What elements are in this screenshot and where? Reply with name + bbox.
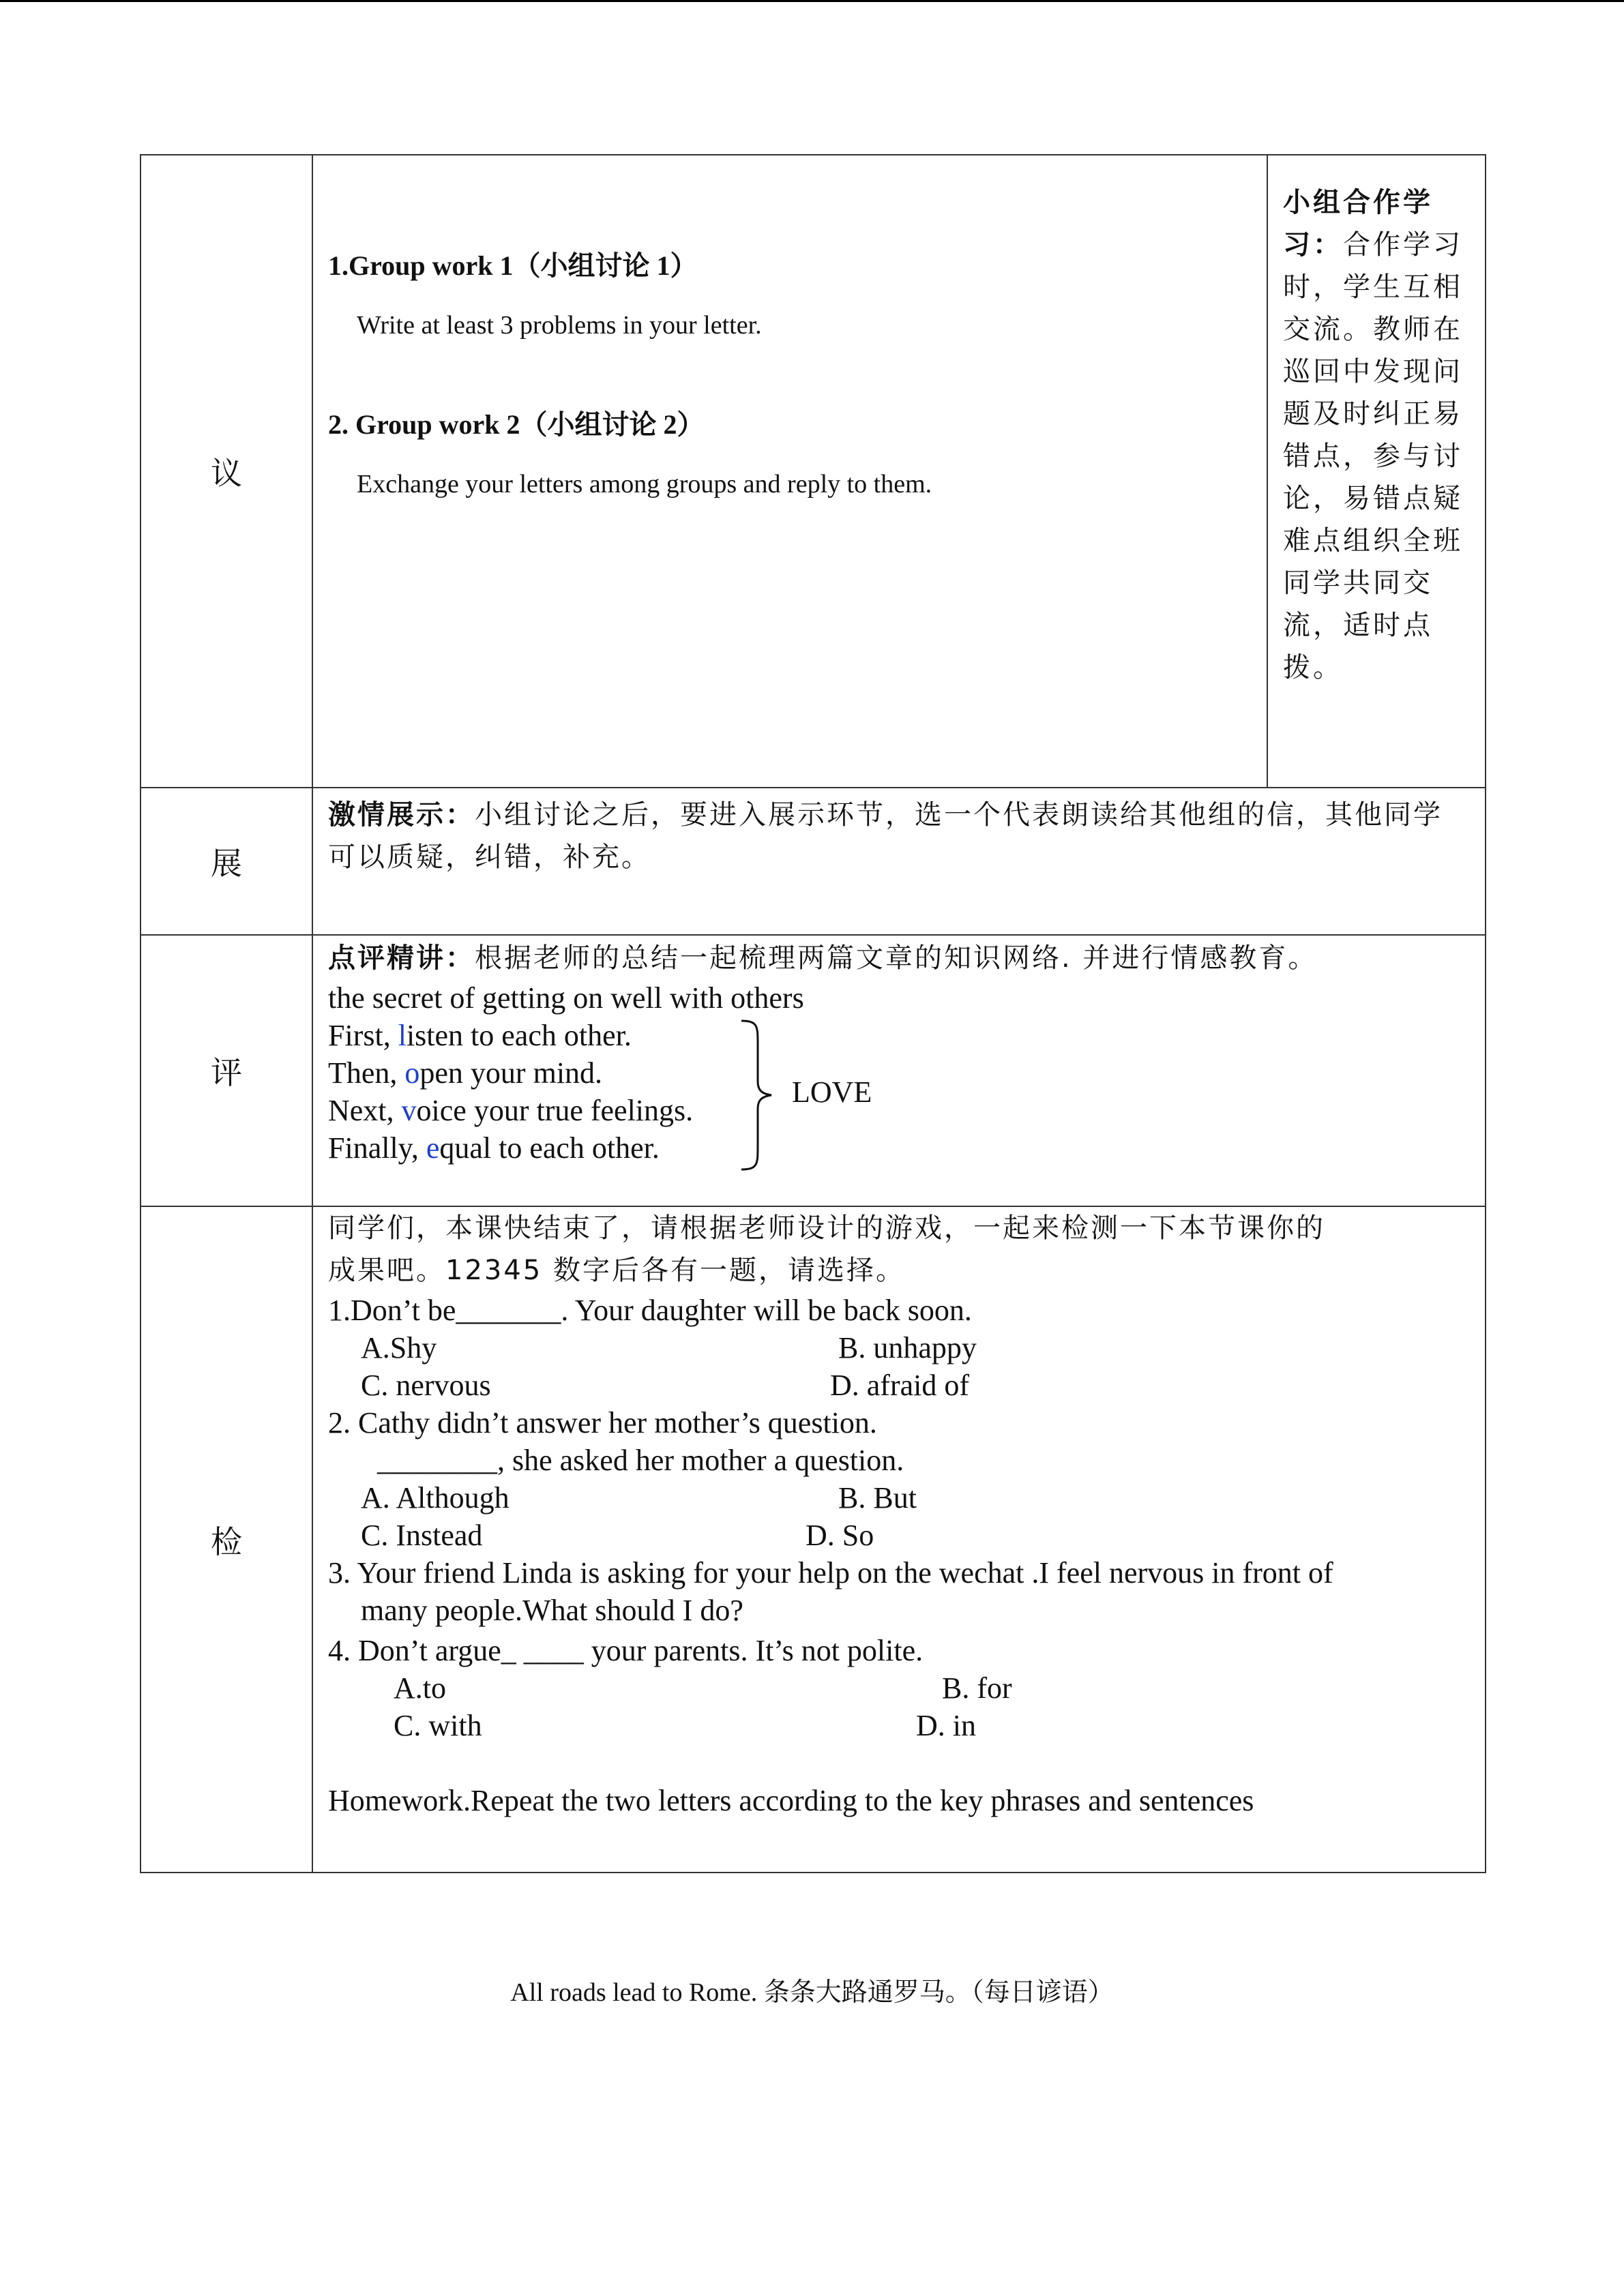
show-heading: 激情展示：	[328, 799, 475, 831]
show-content	[312, 788, 1486, 935]
lesson-table	[140, 154, 1486, 1873]
secret-line: the secret of getting on well with others	[328, 981, 804, 1015]
q2-option-b: B. But	[838, 1481, 917, 1515]
stage-label-discuss: 议	[141, 155, 312, 788]
question-1: 1.Don’t be_______. Your daughter will be back soon.	[328, 1294, 972, 1327]
q1-options-row-1	[328, 1329, 1470, 1367]
question-2: 2. Cathy didn’t answer her mother’s question.	[328, 1406, 877, 1440]
row-show	[141, 788, 1486, 935]
q4-options-row-2	[328, 1707, 1470, 1744]
group-work-1-title: 1.Group work 1（小组讨论 1）	[328, 250, 698, 281]
q1-option-d: D. afraid of	[830, 1369, 970, 1402]
check-intro-1: 同学们，本课快结束了，请根据老师设计的游戏，一起来检测一下本节课你的	[328, 1212, 1325, 1244]
row-discuss	[141, 155, 1486, 788]
love-line-3: Next, voice your true feelings.	[328, 1094, 694, 1127]
q1-option-a: A.Shy	[361, 1331, 437, 1365]
daily-proverb: All roads lead to Rome. 条条大路通罗马。（每日谚语）	[510, 1978, 1114, 2007]
love-group	[328, 1017, 1470, 1167]
q1-options-row-2	[328, 1367, 1470, 1404]
q2-option-a: A. Although	[361, 1481, 510, 1515]
q1-option-c: C. nervous	[361, 1369, 491, 1402]
group-work-2-title: 2. Group work 2（小组讨论 2）	[328, 409, 705, 440]
love-line-1: First, listen to each other.	[328, 1019, 632, 1052]
review-content	[312, 935, 1486, 1206]
stage-label-review: 评	[141, 935, 312, 1206]
q2-option-c: C. Instead	[361, 1519, 483, 1552]
question-3-line-2: many people.What should I do?	[361, 1594, 743, 1627]
stage-label-show: 展	[141, 788, 312, 935]
q4-option-b: B. for	[942, 1671, 1012, 1705]
q2-options-row-2	[328, 1517, 1470, 1554]
row-check	[141, 1206, 1486, 1873]
check-content	[312, 1206, 1486, 1873]
discuss-side-note	[1267, 155, 1486, 788]
question-3-line-1: 3. Your friend Linda is asking for your help on the wechat .I feel nervous in front of	[328, 1556, 1333, 1590]
q2-options-row-1	[328, 1479, 1470, 1517]
side-note-text: 合作学习时，学生互相交流。教师在巡回中发现问题及时纠正易错点，参与讨论，易错点疑难点组织全班同学共同交流，适时点拨。	[1283, 229, 1463, 683]
review-text: 根据老师的总结一起梳理两篇文章的知识网络. 并进行情感教育。	[475, 942, 1318, 974]
question-4: 4. Don’t argue_ ____ your parents. It’s not polite.	[328, 1634, 924, 1667]
group-work-1-text: Write at least 3 problems in your letter.	[357, 311, 762, 340]
discuss-content	[312, 155, 1267, 788]
q4-option-c: C. with	[394, 1709, 482, 1742]
love-word: LOVE	[792, 1075, 872, 1109]
check-intro-2: 成果吧。12345 数字后各有一题，请选择。	[328, 1255, 905, 1286]
q1-option-b: B. unhappy	[838, 1331, 977, 1365]
q4-options-row-1	[328, 1669, 1470, 1707]
love-line-4: Finally, equal to each other.	[328, 1131, 660, 1165]
q4-option-a: A.to	[394, 1671, 446, 1705]
group-work-2-text: Exchange your letters among groups and reply to them.	[357, 470, 932, 498]
q2-option-d: D. So	[806, 1519, 874, 1552]
row-review	[141, 935, 1486, 1206]
q4-option-d: D. in	[916, 1709, 976, 1742]
review-heading: 点评精讲：	[328, 942, 475, 974]
side-note-heading: 小组合作学习：	[1283, 187, 1433, 260]
right-brace-icon	[737, 1017, 778, 1174]
question-2-line-2: ________, she asked her mother a question.	[377, 1444, 904, 1477]
top-border-line	[0, 0, 1624, 2]
love-line-2: Then, open your mind.	[328, 1056, 603, 1090]
stage-label-check: 检	[141, 1206, 312, 1873]
show-text: 小组讨论之后，要进入展示环节，选一个代表朗读给其他组的信，其他同学可以质疑，纠错，补充。	[328, 799, 1443, 873]
homework-line: Homework.Repeat the two letters according to the key phrases and sentences	[328, 1784, 1254, 1817]
